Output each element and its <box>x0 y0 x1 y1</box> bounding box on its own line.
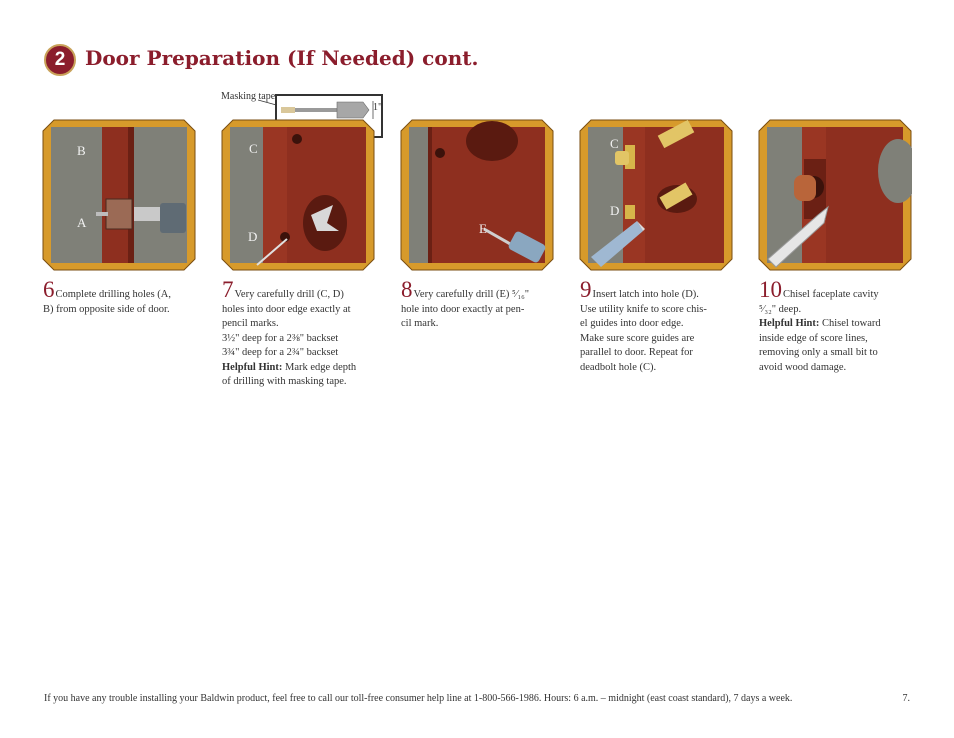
step-9-line-3: el guides into door edge. <box>580 318 684 329</box>
step-8-illustration <box>400 119 554 271</box>
step-9-instructions <box>580 277 735 375</box>
step-7-line-3: pencil marks. <box>222 318 279 329</box>
step-10-line-2: ⁵⁄₃₂" deep. <box>759 303 802 315</box>
step-8-line-3: cil mark. <box>401 318 439 329</box>
step-10-illustration <box>758 119 912 271</box>
hole-label-d: D <box>248 229 258 244</box>
step-7-hint-line-1: Mark edge depth <box>285 361 357 373</box>
page-title: Door Preparation (If Needed) cont. <box>85 46 479 70</box>
step-9-number: 9 <box>580 277 592 302</box>
step-7-line-1: Very carefully drill (C, D) <box>234 289 344 300</box>
step-7-line-5: 3¾" deep for a 2¾" backset <box>222 347 339 358</box>
step-8-line-2: hole into door exactly at pen- <box>401 303 525 315</box>
step-6-illustration <box>42 119 196 271</box>
bit-size-label: 1" <box>373 102 383 113</box>
step-9-line-5: parallel to door. Repeat for <box>580 347 693 358</box>
step-9-line-6: deadbolt hole (C). <box>580 361 657 373</box>
drill-door-face-icon <box>42 119 196 271</box>
step-7-line-2: holes into door edge exactly at <box>222 303 351 315</box>
masking-tape-callout: Masking tape <box>221 91 276 102</box>
step-10-number: 10 <box>759 277 782 302</box>
step-7-number: 7 <box>222 277 234 302</box>
step-10-hint-line-4: avoid wood damage. <box>759 361 847 373</box>
hole-label-a: A <box>77 215 87 230</box>
step-6-instructions <box>43 277 198 317</box>
step-8-line-1: Very carefully drill (E) ⁵⁄₁₆" <box>413 289 530 300</box>
step-10-line-1: Chisel faceplate cavity <box>783 289 879 300</box>
step-10-instructions <box>759 277 914 375</box>
page-number: 7. <box>902 693 910 704</box>
step-10-hint-line-1: Chisel toward <box>822 318 881 329</box>
step-8-number: 8 <box>401 277 413 302</box>
drill-small-hole-icon <box>400 119 554 271</box>
step-9-line-4: Make sure score guides are <box>580 332 695 344</box>
chisel-faceplate-icon <box>758 119 912 271</box>
step-7-illustration <box>221 119 375 271</box>
step-10-hint-line-3: removing only a small bit to <box>759 347 878 358</box>
step-10-hint-label: Helpful Hint: <box>759 318 820 329</box>
step-7-instructions <box>222 277 377 390</box>
step-10-hint-line-2: inside edge of score lines, <box>759 332 868 344</box>
hole-label-c: C <box>249 141 258 156</box>
step-9-line-2: Use utility knife to score chis- <box>580 303 707 315</box>
step-6-line-1: Complete drilling holes (A, <box>55 289 171 300</box>
footer-help-line: If you have any trouble installing your Baldwin product, feel free to call our toll-free consumer help line at 1-800-566-1986. Hours: 6 a.m. – midnight (east coast standard), 7 days a week. <box>44 693 793 704</box>
step-7-hint-line-2: of drilling with masking tape. <box>222 376 347 387</box>
step-6-number: 6 <box>43 277 55 302</box>
step-8-instructions <box>401 277 556 332</box>
hole-label-d: D <box>610 203 620 218</box>
step-7-hint-label: Helpful Hint: <box>222 361 283 373</box>
section-number-badge: 2 <box>44 44 76 76</box>
step-9-illustration <box>579 119 733 271</box>
step-6-line-2: B) from opposite side of door. <box>43 303 170 315</box>
hole-label-b: B <box>77 143 86 158</box>
door-edge-holes-icon <box>221 119 375 271</box>
hole-label-c: C <box>610 136 619 151</box>
step-7-line-4: 3½" deep for a 2⅜" backset <box>222 332 339 344</box>
step-9-line-1: Insert latch into hole (D). <box>592 289 699 300</box>
latch-score-icon <box>579 119 733 271</box>
hole-label-e: E <box>479 221 487 236</box>
